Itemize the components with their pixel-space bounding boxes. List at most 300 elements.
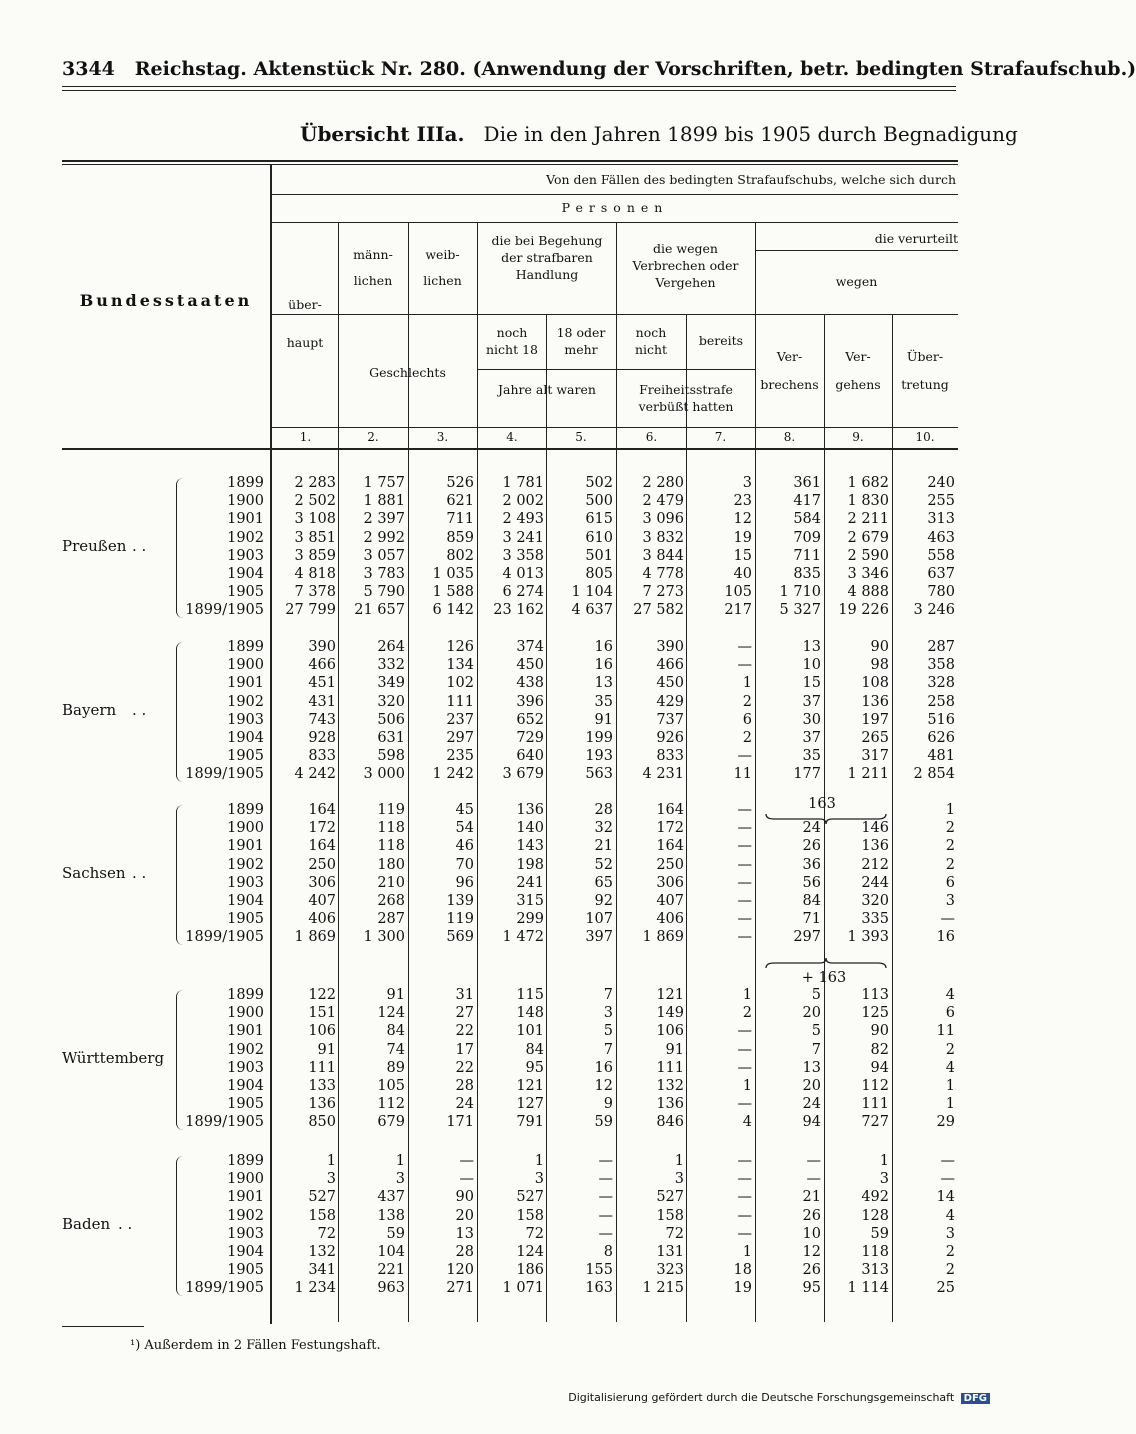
table-cell: 1 104 — [571, 584, 613, 601]
table-cell: 2 — [742, 1005, 752, 1022]
spanner-personen: Personen — [561, 200, 669, 215]
table-cell: 177 — [793, 766, 821, 783]
table-cell: 27 799 — [285, 602, 336, 619]
table-cell: 4 637 — [571, 602, 613, 619]
table-cell: 94 — [870, 1059, 889, 1076]
row-year: 1900 — [227, 493, 264, 510]
table-cell: 3 832 — [642, 529, 684, 546]
table-cell: 3 358 — [502, 547, 544, 564]
table-cell: — — [737, 639, 752, 655]
table-cell: 91 — [386, 987, 405, 1003]
table-cell: — — [737, 856, 752, 873]
h-ueberhaupt-2: haupt — [286, 335, 324, 350]
table-cell: 1 — [742, 675, 752, 692]
table-cell: 28 — [455, 1244, 474, 1260]
table-cell: 140 — [516, 820, 544, 837]
table-cell: 36 — [802, 856, 821, 873]
table-cell: 56 — [802, 874, 821, 891]
table-cell: 320 — [377, 693, 405, 710]
table-cell: 28 — [594, 802, 613, 818]
table-cell: 119 — [446, 911, 474, 928]
table-cell: 5 — [603, 1023, 613, 1040]
table-cell: 313 — [861, 1262, 889, 1279]
table-cell: 72 — [317, 1225, 336, 1242]
table-cell: 122 — [308, 987, 336, 1003]
table-cell: 332 — [377, 657, 405, 674]
table-cell: 1 114 — [847, 1280, 889, 1297]
table-cell: 805 — [585, 566, 613, 582]
table-cell: 679 — [377, 1114, 405, 1131]
table-cell: 17 — [455, 1041, 474, 1058]
table-cell: 133 — [308, 1078, 336, 1094]
table-cell: 105 — [377, 1078, 405, 1094]
table-cell: 158 — [308, 1207, 336, 1224]
row-year: 1901 — [227, 511, 264, 528]
table-cell: 1 472 — [502, 929, 544, 946]
table-cell: 621 — [446, 493, 474, 510]
table-cell: 6 — [945, 874, 955, 891]
table-cell: 2 — [742, 730, 752, 746]
table-cell: 134 — [446, 657, 474, 674]
table-cell: 1 588 — [432, 584, 474, 601]
table-cell: 7 — [603, 987, 613, 1003]
table-cell: 13 — [802, 1059, 821, 1076]
table-cell: 297 — [446, 730, 474, 746]
table-cell: 111 — [656, 1059, 684, 1076]
table-cell: 358 — [927, 657, 955, 674]
table-cell: 406 — [656, 911, 684, 928]
table-cell: 2 211 — [847, 511, 889, 528]
header-rule — [62, 86, 956, 87]
table-cell: 431 — [308, 693, 336, 710]
table-cell: 65 — [594, 874, 613, 891]
table-cell: 1 — [326, 1153, 336, 1169]
row-year: 1902 — [227, 1207, 264, 1224]
table-cell: 155 — [585, 1262, 613, 1279]
table-cell: 26 — [802, 1262, 821, 1279]
table-cell: 527 — [308, 1189, 336, 1206]
table-cell: — — [598, 1171, 613, 1188]
table-cell: 3 — [534, 1171, 544, 1188]
wuerttemberg-combined-total: + 163 — [801, 970, 847, 986]
table-cell: 106 — [308, 1023, 336, 1040]
table-cell: 59 — [870, 1225, 889, 1242]
h-verbrechen-wegen: die wegen Verbrechen oder Vergehen — [632, 241, 739, 290]
spanner-top: Von den Fällen des bedingten Strafaufschubs, welche sich durch — [546, 172, 956, 187]
table-cell: 429 — [656, 693, 684, 710]
row-year: 1901 — [227, 1023, 264, 1040]
table-cell: — — [737, 1225, 752, 1242]
table-cell: 3 783 — [363, 566, 405, 582]
table-cell: 164 — [656, 802, 684, 818]
column-number: 8. — [783, 430, 796, 444]
page-number: 3344 — [62, 58, 115, 80]
table-cell: 2 479 — [642, 493, 684, 510]
table-cell: 5 327 — [779, 602, 821, 619]
table-cell: 26 — [802, 1207, 821, 1224]
table-cell: 390 — [308, 639, 336, 655]
table-cell: 406 — [308, 911, 336, 928]
table-cell: 72 — [525, 1225, 544, 1242]
header-text: Reichstag. Aktenstück Nr. 280. (Anwendung der Vorschriften, betr. bedingten Strafaufschub.) — [134, 58, 1136, 80]
table-cell: 1 710 — [779, 584, 821, 601]
h-maennlich-2: lichen — [353, 273, 393, 288]
table-cell: 119 — [377, 802, 405, 818]
header-rule-thin — [62, 90, 956, 91]
table-cell: 164 — [656, 838, 684, 855]
table-cell: 28 — [455, 1078, 474, 1094]
table-top-rule — [62, 160, 958, 162]
table-cell: 711 — [446, 511, 474, 528]
h-maennlich-1: männ- — [353, 247, 393, 262]
state-name: Baden — [62, 1214, 111, 1233]
table-cell: 136 — [656, 1096, 684, 1113]
table-cell: — — [598, 1225, 613, 1242]
table-cell: 506 — [377, 711, 405, 728]
table-cell: 3 — [879, 1171, 889, 1188]
table-cell: 111 — [446, 693, 474, 710]
table-cell: 212 — [861, 856, 889, 873]
table-cell: 4 — [945, 1207, 955, 1224]
table-cell: 29 — [936, 1114, 955, 1131]
table-cell: 19 — [733, 529, 752, 546]
table-cell: 5 — [811, 1023, 821, 1040]
table-cell: 106 — [656, 1023, 684, 1040]
table-cell: 24 — [455, 1096, 474, 1113]
table-cell: 180 — [377, 856, 405, 873]
table-cell: 2 992 — [363, 529, 405, 546]
table-cell: 4 231 — [642, 766, 684, 783]
table-cell: 306 — [656, 874, 684, 891]
h-noch-nicht: noch nicht — [634, 325, 668, 357]
table-cell: 121 — [656, 987, 684, 1003]
table-cell: 112 — [861, 1078, 889, 1094]
table-cell: 1 — [742, 1244, 752, 1260]
table-cell: 1 — [742, 1078, 752, 1094]
row-year: 1899/1905 — [185, 929, 264, 946]
footnote: ¹) Außerdem in 2 Fällen Festungshaft. — [130, 1338, 381, 1353]
table-cell: 127 — [516, 1096, 544, 1113]
column-number: 4. — [506, 430, 518, 444]
table-cell: 287 — [377, 911, 405, 928]
table-cell: 1 — [674, 1153, 684, 1169]
table-cell: — — [940, 911, 955, 928]
table-cell: 963 — [377, 1280, 405, 1297]
column-number: 3. — [436, 430, 449, 444]
table-cell: — — [737, 929, 752, 946]
table-cell: 3 — [945, 893, 955, 909]
table-cell: 2 002 — [502, 493, 544, 510]
table-cell: 115 — [516, 987, 544, 1003]
table-cell: — — [737, 1171, 752, 1188]
table-cell: 13 — [594, 675, 613, 692]
row-year: 1900 — [227, 1005, 264, 1022]
table-cell: — — [737, 657, 752, 674]
table-cell: 1 234 — [294, 1280, 336, 1297]
table-cell: 92 — [594, 893, 613, 909]
table-cell: 11 — [733, 766, 752, 783]
leader-dots: . . — [132, 863, 147, 882]
table-cell: 136 — [861, 693, 889, 710]
table-cell: 527 — [516, 1189, 544, 1206]
table-cell: 108 — [861, 675, 889, 692]
table-cell: — — [459, 1171, 474, 1188]
table-cell: 138 — [377, 1207, 405, 1224]
row-year: 1904 — [227, 893, 264, 909]
table-cell: 105 — [724, 584, 752, 601]
table-cell: 149 — [656, 1005, 684, 1022]
table-cell: 1 242 — [432, 766, 474, 783]
table-cell: 37 — [802, 730, 821, 746]
table-cell: 265 — [861, 730, 889, 746]
column-number: 7. — [714, 430, 727, 444]
table-cell: 323 — [656, 1262, 684, 1279]
table-cell: 833 — [656, 748, 684, 765]
row-year: 1899/1905 — [185, 766, 264, 783]
h-verurteilt: die verurteilt — [874, 231, 958, 246]
table-cell: 198 — [516, 856, 544, 873]
table-cell: 3 346 — [847, 566, 889, 582]
table-cell: 729 — [516, 730, 544, 746]
table-cell: 72 — [665, 1225, 684, 1242]
table-cell: — — [737, 1041, 752, 1058]
table-cell: 164 — [308, 838, 336, 855]
row-year: 1899 — [227, 639, 264, 655]
table-cell: 16 — [594, 657, 613, 674]
table-cell: 7 273 — [642, 584, 684, 601]
table-cell: 437 — [377, 1189, 405, 1206]
table-cell: 1 — [742, 987, 752, 1003]
table-cell: 27 — [455, 1005, 474, 1022]
table-cell: 4 888 — [847, 584, 889, 601]
table-cell: 727 — [861, 1114, 889, 1131]
table-cell: 241 — [516, 874, 544, 891]
table-cell: 4 242 — [294, 766, 336, 783]
table-cell: 3 241 — [502, 529, 544, 546]
table-cell: 450 — [516, 657, 544, 674]
table-cell: 24 — [802, 820, 821, 837]
table-cell: 598 — [377, 748, 405, 765]
state-name: Preußen — [62, 536, 127, 555]
h-vergehens-1: Ver- — [845, 349, 871, 364]
table-cell: 20 — [455, 1207, 474, 1224]
dfg-logo: DFG — [961, 1393, 990, 1404]
leader-dots: . . — [132, 536, 147, 555]
table-cell: 637 — [927, 566, 955, 582]
table-cell: 500 — [585, 493, 613, 510]
table-cell: 237 — [446, 711, 474, 728]
table-cell: 146 — [861, 820, 889, 837]
table-cell: 407 — [308, 893, 336, 909]
table-cell: 21 — [802, 1189, 821, 1206]
column-number: 1. — [299, 430, 312, 444]
table-cell: 95 — [802, 1280, 821, 1297]
table-cell: 25 — [936, 1280, 955, 1297]
table-cell: 9 — [603, 1096, 613, 1113]
table-cell: 1 — [395, 1153, 405, 1169]
row-year: 1899/1905 — [185, 602, 264, 619]
h-18-oder-mehr: 18 oder mehr — [556, 325, 606, 357]
table-cell: 3 851 — [294, 529, 336, 546]
table-cell: 96 — [455, 874, 474, 891]
table-cell: 928 — [308, 730, 336, 746]
row-year: 1905 — [227, 1262, 264, 1279]
table-cell: 438 — [516, 675, 544, 692]
table-cell: — — [737, 748, 752, 765]
table-cell: 743 — [308, 711, 336, 728]
dfg-credit — [568, 1391, 990, 1404]
table-cell: 3 679 — [502, 766, 544, 783]
table-cell: 1 869 — [642, 929, 684, 946]
table-cell: 26 — [802, 838, 821, 855]
table-cell: 132 — [656, 1078, 684, 1094]
table-cell: 59 — [386, 1225, 405, 1242]
h-verbrechens-2: brechens — [760, 377, 819, 392]
table-cell: 527 — [656, 1189, 684, 1206]
table-cell: 3 — [603, 1005, 613, 1022]
table-cell: 54 — [455, 820, 474, 837]
table-cell: 450 — [656, 675, 684, 692]
table-cell: 501 — [585, 547, 613, 564]
table-cell: 481 — [927, 748, 955, 765]
table-cell: — — [737, 802, 752, 818]
sachsen-combined-1899: 163 — [808, 796, 836, 812]
table-cell: 1 — [945, 802, 955, 818]
table-cell: — — [737, 1023, 752, 1040]
table-cell: 210 — [377, 874, 405, 891]
table-cell: 14 — [936, 1189, 955, 1206]
footnote-rule — [62, 1326, 144, 1327]
table-cell: 102 — [446, 675, 474, 692]
table-cell: 172 — [308, 820, 336, 837]
table-cell: 35 — [594, 693, 613, 710]
table-cell: 104 — [377, 1244, 405, 1260]
table-cell: 113 — [861, 987, 889, 1003]
table-cell: 74 — [386, 1041, 405, 1058]
table-cell: 1 035 — [432, 566, 474, 582]
table-cell: 171 — [446, 1114, 474, 1131]
column-number: 2. — [367, 430, 379, 444]
table-cell: 846 — [656, 1114, 684, 1131]
table-cell: 1 393 — [847, 929, 889, 946]
table-cell: — — [737, 1096, 752, 1113]
row-year: 1903 — [227, 874, 264, 891]
table-cell: 12 — [594, 1078, 613, 1094]
table-cell: 120 — [446, 1262, 474, 1279]
table-cell: 4 — [945, 1059, 955, 1076]
row-year: 1902 — [227, 856, 264, 873]
table-cell: 1 300 — [363, 929, 405, 946]
table-cell: 835 — [793, 566, 821, 582]
h-bereits: bereits — [698, 333, 744, 348]
table-cell: 3 057 — [363, 547, 405, 564]
table-cell: 172 — [656, 820, 684, 837]
table-cell: 197 — [861, 711, 889, 728]
h-vergehens-2: gehens — [835, 377, 881, 392]
table-cell: 59 — [594, 1114, 613, 1131]
column-number: 6. — [645, 430, 658, 444]
h-weiblich-2: lichen — [423, 273, 462, 288]
table-cell: 20 — [802, 1078, 821, 1094]
rule-mid-left — [272, 314, 755, 315]
table-cell: — — [806, 1171, 821, 1188]
table-cell: 21 657 — [354, 602, 405, 619]
table-cell: 12 — [733, 511, 752, 528]
table-cell: 158 — [516, 1207, 544, 1224]
table-cell: — — [940, 1171, 955, 1188]
table-cell: 90 — [455, 1189, 474, 1206]
table-cell: 569 — [446, 929, 474, 946]
table-cell: 101 — [516, 1023, 544, 1040]
table-cell: 7 — [603, 1041, 613, 1058]
row-year: 1901 — [227, 675, 264, 692]
table-cell: 859 — [446, 529, 474, 546]
table-cell: 926 — [656, 730, 684, 746]
table-cell: 19 226 — [838, 602, 889, 619]
table-cell: 94 — [802, 1114, 821, 1131]
table-cell: 71 — [802, 911, 821, 928]
table-cell: 112 — [377, 1096, 405, 1113]
table-cell: 235 — [446, 748, 474, 765]
table-cell: 2 590 — [847, 547, 889, 564]
table-cell: 492 — [861, 1189, 889, 1206]
table-cell: 397 — [585, 929, 613, 946]
row-year: 1902 — [227, 1041, 264, 1058]
row-year: 1899 — [227, 802, 264, 818]
table-cell: 136 — [516, 802, 544, 818]
table-cell: 118 — [861, 1244, 889, 1260]
table-cell: 136 — [308, 1096, 336, 1113]
row-year: 1905 — [227, 584, 264, 601]
leader-dots: . . — [118, 1214, 133, 1233]
table-cell: 5 — [811, 987, 821, 1003]
table-cell: 299 — [516, 911, 544, 928]
row-year: 1902 — [227, 693, 264, 710]
table-cell: — — [598, 1207, 613, 1224]
table-cell: 1 071 — [502, 1280, 544, 1297]
table-cell: 91 — [665, 1041, 684, 1058]
table-cell: 2 397 — [363, 511, 405, 528]
table-cell: — — [737, 911, 752, 928]
table-cell: 2 — [945, 1244, 955, 1260]
table-cell: 40 — [733, 566, 752, 582]
table-cell: 7 — [811, 1041, 821, 1058]
table-cell: 6 — [742, 711, 752, 728]
table-cell: 2 — [945, 1262, 955, 1279]
table-cell: 584 — [793, 511, 821, 528]
table-cell: 111 — [861, 1096, 889, 1113]
table-cell: 91 — [317, 1041, 336, 1058]
table-cell: 287 — [927, 639, 955, 655]
table-cell: 1 881 — [363, 493, 405, 510]
table-cell: 90 — [870, 639, 889, 655]
table-cell: 148 — [516, 1005, 544, 1022]
table-cell: 833 — [308, 748, 336, 765]
table-cell: 143 — [516, 838, 544, 855]
table-cell: — — [737, 1059, 752, 1076]
table-cell: 711 — [793, 547, 821, 564]
table-cell: 199 — [585, 730, 613, 746]
table-cell: 31 — [455, 987, 474, 1003]
table-cell: 6 142 — [432, 602, 474, 619]
table-cell: 2 — [945, 820, 955, 837]
table-cell: 90 — [870, 1023, 889, 1040]
table-cell: 89 — [386, 1059, 405, 1076]
table-cell: 124 — [377, 1005, 405, 1022]
table-cell: 631 — [377, 730, 405, 746]
table-cell: 306 — [308, 874, 336, 891]
state-name: Bayern — [62, 700, 117, 719]
